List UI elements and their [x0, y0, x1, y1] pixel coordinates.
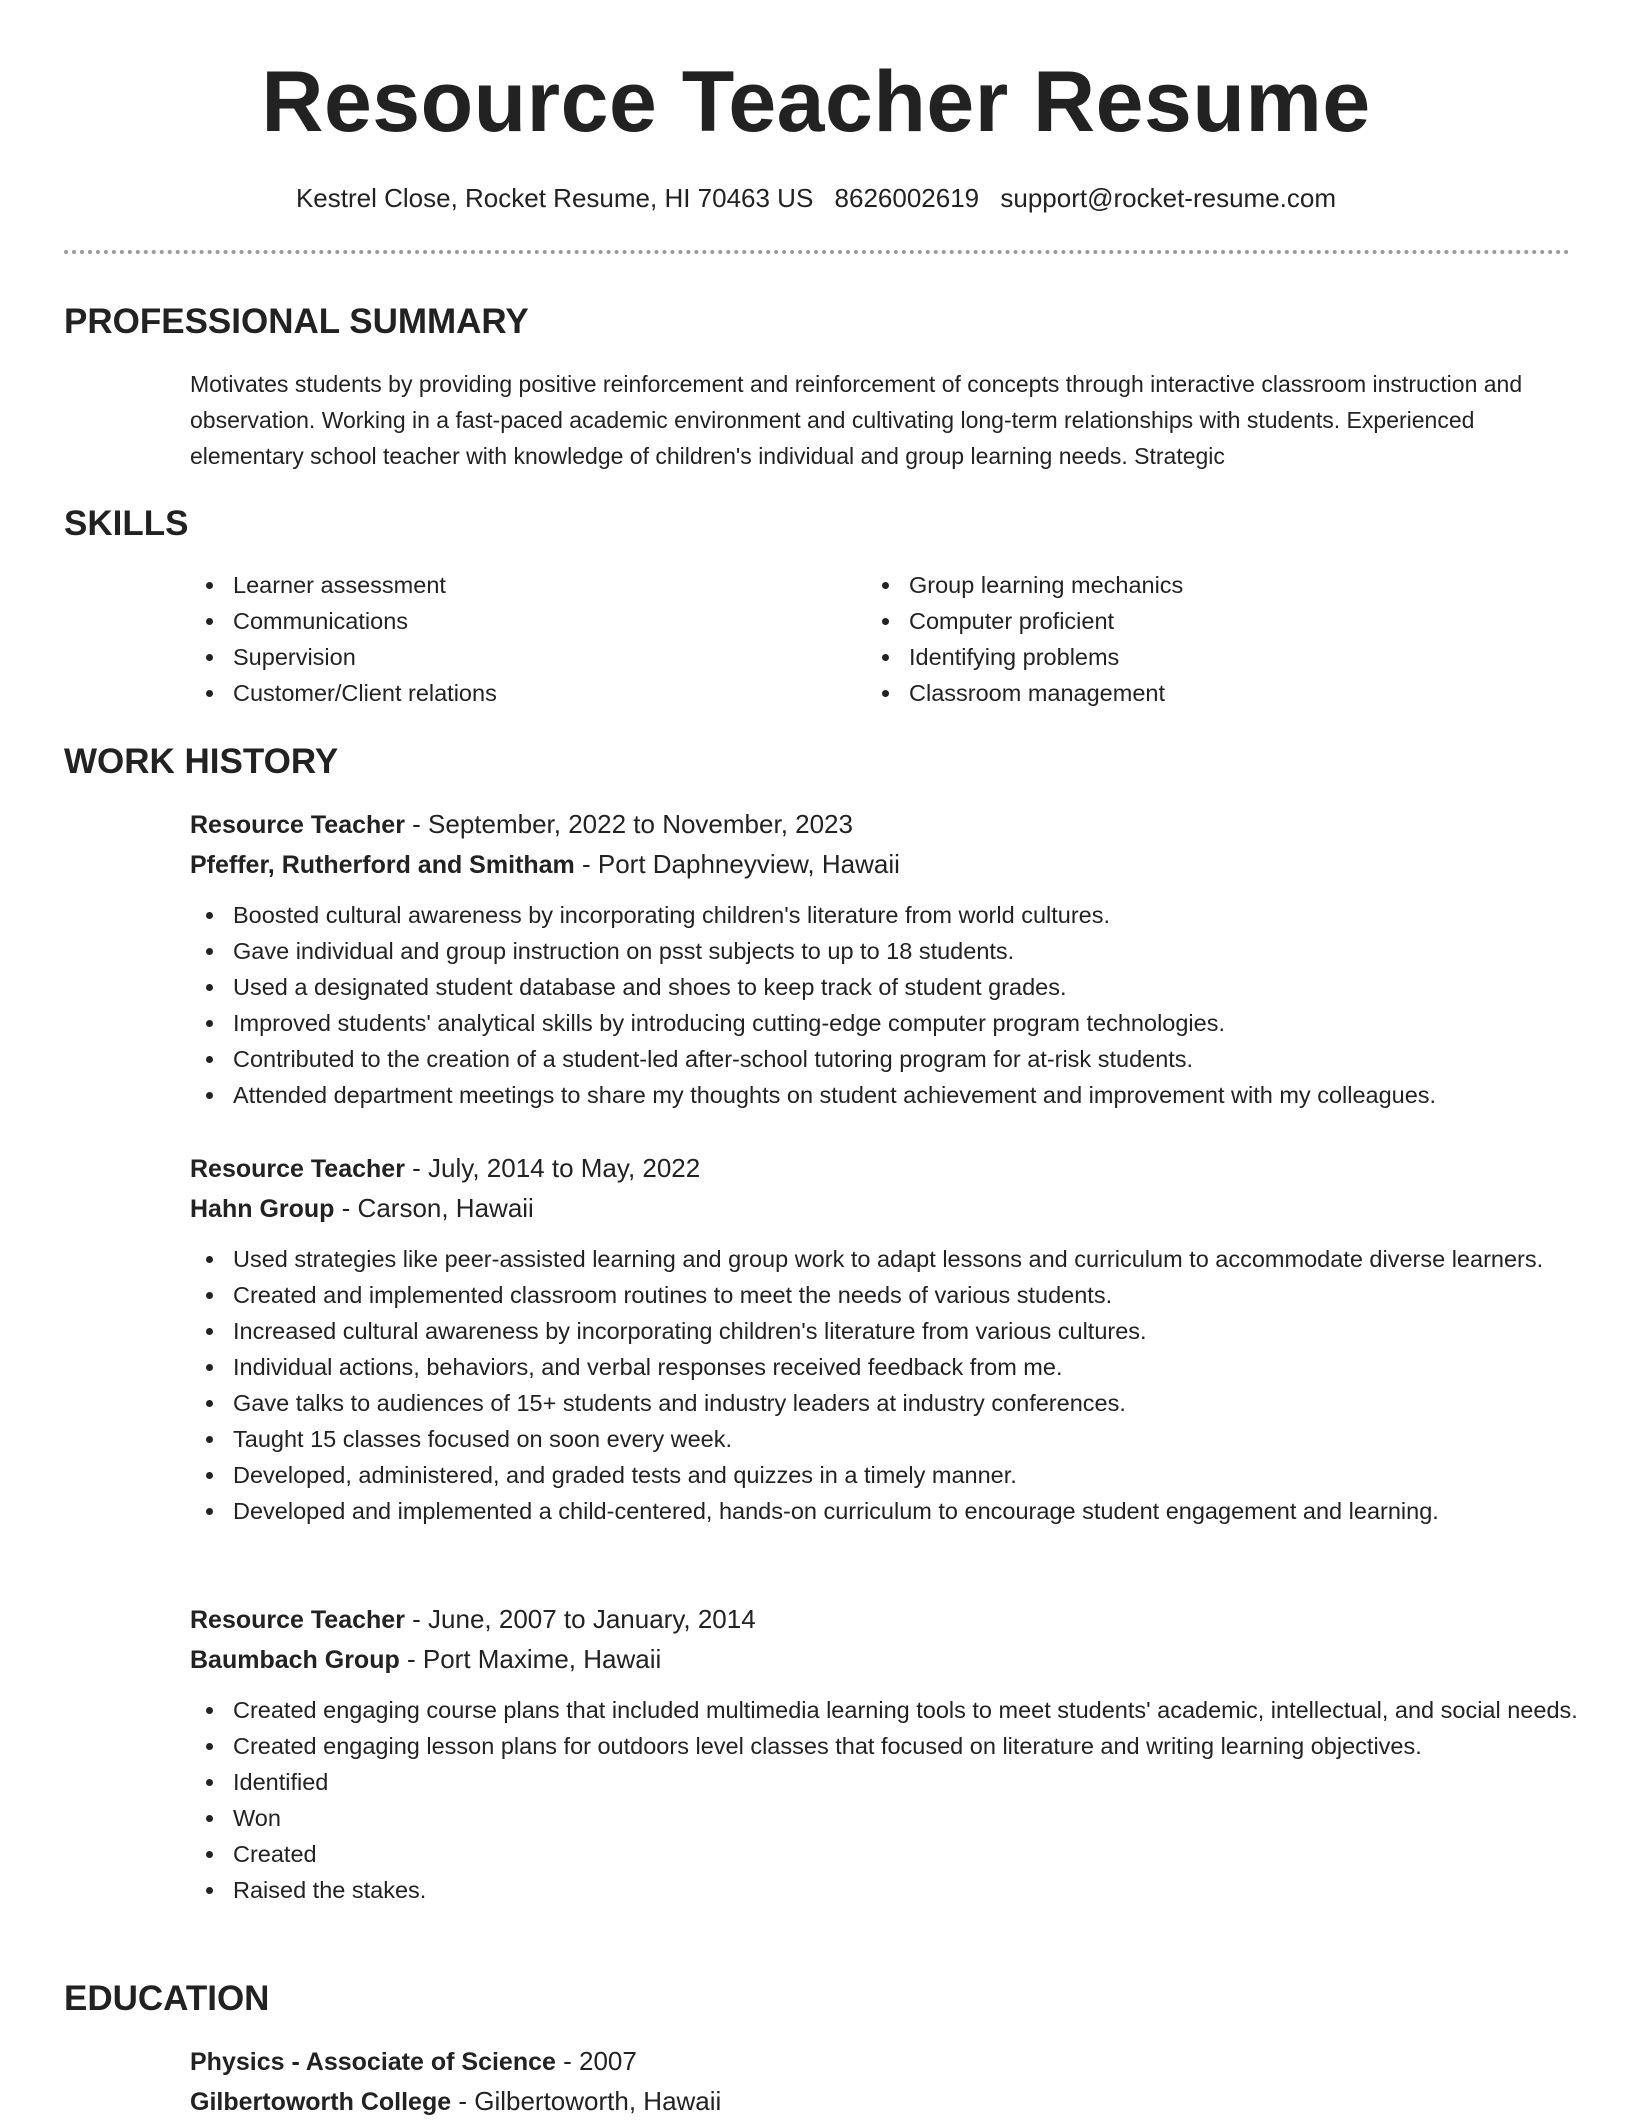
job-bullet: Created [190, 1836, 1580, 1872]
job-bullets [190, 1241, 1580, 1529]
job-employer: Hahn Group [190, 1195, 335, 1223]
education-year: - 2007 [555, 2046, 637, 2076]
job-title: Resource Teacher [190, 1606, 405, 1634]
education-heading: EDUCATION [64, 1979, 270, 2018]
education-degree: Physics - Associate of Science [190, 2048, 556, 2076]
skill-item: Classroom management [866, 675, 1506, 711]
job-bullet: Contributed to the creation of a student-led after-school tutoring program for at-risk students. [190, 1041, 1580, 1077]
job-bullet: Created engaging course plans that included multimedia learning tools to meet students' academic, intellectual, and social needs. [190, 1692, 1580, 1728]
job-entry [190, 1600, 1580, 1908]
education-degree-line [190, 2042, 1580, 2082]
job-location: - Port Maxime, Hawaii [399, 1644, 662, 1674]
job-employer-line [190, 845, 1580, 885]
skill-item: Group learning mechanics [866, 567, 1506, 603]
job-bullet: Gave talks to audiences of 15+ students and industry leaders at industry conferences. [190, 1385, 1580, 1421]
summary-text: Motivates students by providing positive reinforcement and reinforcement of concepts through interactive classroom instruction and observation. Working in a fast-paced academic environment and cultivating long-term relationships with students. Experienced elementary school teacher with knowledge of children's individual and group learning needs. Strategic [190, 371, 1523, 469]
job-bullets [190, 897, 1580, 1113]
skill-item: Customer/Client relations [190, 675, 830, 711]
skill-item: Computer proficient [866, 603, 1506, 639]
job-bullet: Identified [190, 1764, 1580, 1800]
job-dates: - September, 2022 to November, 2023 [404, 809, 853, 839]
job-bullet: Boosted cultural awareness by incorporating children's literature from world cultures. [190, 897, 1580, 933]
job-bullet: Taught 15 classes focused on soon every week. [190, 1421, 1580, 1457]
job-bullet: Used a designated student database and shoes to keep track of student grades. [190, 969, 1580, 1005]
job-bullet: Developed, administered, and graded tests and quizzes in a timely manner. [190, 1457, 1580, 1493]
skills-list-right [866, 567, 1506, 711]
job-bullet: Raised the stakes. [190, 1872, 1580, 1908]
skill-item: Identifying problems [866, 639, 1506, 675]
contact-address: Kestrel Close, Rocket Resume, HI 70463 US [295, 183, 814, 213]
job-dates: - July, 2014 to May, 2022 [404, 1153, 701, 1183]
job-bullet: Individual actions, behaviors, and verbal responses received feedback from me. [190, 1349, 1580, 1385]
job-location: - Carson, Hawaii [334, 1193, 534, 1223]
contact-email: support@rocket-resume.com [1000, 183, 1337, 213]
job-bullet: Gave individual and group instruction on psst subjects to up to 18 students. [190, 933, 1580, 969]
education-location: - Gilbertoworth, Hawaii [451, 2086, 722, 2116]
skills-heading: SKILLS [64, 504, 189, 543]
job-title-line [190, 1149, 1580, 1189]
skill-item: Learner assessment [190, 567, 830, 603]
job-bullet: Increased cultural awareness by incorporating children's literature from various cultures. [190, 1313, 1580, 1349]
work-history-heading: WORK HISTORY [64, 742, 339, 781]
job-bullet: Attended department meetings to share my thoughts on student achievement and improvement with my colleagues. [190, 1077, 1580, 1113]
education-entry [190, 2042, 1580, 2122]
header-divider [64, 250, 1570, 254]
job-title: Resource Teacher [190, 1155, 405, 1183]
summary-heading: PROFESSIONAL SUMMARY [64, 302, 529, 341]
contact-line [0, 180, 1632, 216]
job-bullet: Developed and implemented a child-centered, hands-on curriculum to encourage student engagement and learning. [190, 1493, 1580, 1529]
job-entry [190, 1149, 1580, 1529]
job-bullets [190, 1692, 1580, 1908]
job-title-line [190, 1600, 1580, 1640]
job-employer: Baumbach Group [190, 1646, 400, 1674]
job-employer-line [190, 1640, 1580, 1680]
job-employer: Pfeffer, Rutherford and Smitham [190, 851, 575, 879]
job-bullet: Created and implemented classroom routines to meet the needs of various students. [190, 1277, 1580, 1313]
job-bullet: Created engaging lesson plans for outdoors level classes that focused on literature and writing learning objectives. [190, 1728, 1580, 1764]
job-bullet: Won [190, 1800, 1580, 1836]
job-entry [190, 805, 1580, 1113]
skill-item: Communications [190, 603, 830, 639]
resume-title: Resource Teacher Resume [261, 54, 1371, 150]
skills-list-left [190, 567, 830, 711]
education-school: Gilbertoworth College [190, 2088, 452, 2116]
job-bullet: Improved students' analytical skills by introducing cutting-edge computer program technologies. [190, 1005, 1580, 1041]
job-title: Resource Teacher [190, 811, 405, 839]
job-location: - Port Daphneyview, Hawaii [574, 849, 900, 879]
job-bullet: Used strategies like peer-assisted learning and group work to adapt lessons and curriculum to accommodate diverse learners. [190, 1241, 1580, 1277]
job-dates: - June, 2007 to January, 2014 [404, 1604, 756, 1634]
skill-item: Supervision [190, 639, 830, 675]
contact-phone: 8626002619 [834, 183, 980, 213]
education-school-line [190, 2082, 1580, 2122]
job-employer-line [190, 1189, 1580, 1229]
job-title-line [190, 805, 1580, 845]
